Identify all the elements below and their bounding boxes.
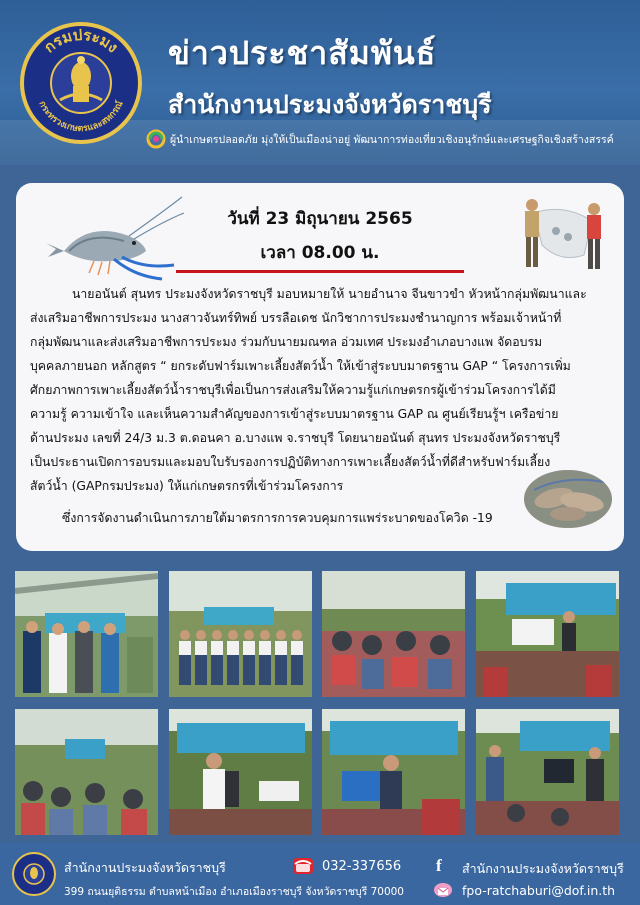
- footer-facebook-page[interactable]: สำนักงานประมงจังหวัดราชบุรี: [462, 861, 624, 876]
- article-line: ด้านประมง เลขที่ 24/3 ม.3 ต.ดอนคา อ.บางแพ จ.ราชบุรี โดยนายอนันต์ สุนทร ประมงจังหวัดราชบุรี: [30, 431, 561, 445]
- svg-text:กรมประมง: กรมประมง: [40, 26, 122, 57]
- photo-training-session: [476, 709, 619, 835]
- photo-speaker-banner: [476, 571, 619, 697]
- photo-speaker-screen: [322, 709, 465, 835]
- article-line: กลุ่มพัฒนาและส่งเสริมอาชีพการประมง ร่วมกับนายมณฑล อ่วมเทศ ประมงอำเภอบางแพ จัดอบรม: [30, 335, 543, 349]
- footer-email[interactable]: fpo-ratchaburi@dof.in.th: [462, 883, 616, 898]
- photo-seated-participants: [322, 571, 465, 697]
- photo-audience-tent: [15, 709, 158, 835]
- shrimp-catch-photo: [524, 470, 612, 528]
- province-emblem-icon: [146, 129, 166, 149]
- phone-icon: [293, 858, 313, 874]
- office-subtitle: สำนักงานประมงจังหวัดราชบุรี: [168, 90, 492, 119]
- photo-group-officials: [15, 571, 158, 697]
- article-line: ความรู้ ความเข้าใจ และเห็นความสำคัญของการเข้าสู่ระบบมาตรฐาน GAP ณ ศูนย์เรียนรู้ฯ เครือข่าย: [30, 407, 559, 421]
- title-divider: [176, 270, 464, 273]
- article-line: ศักยภาพการเพาะเลี้ยงสัตว์น้ำราชบุรีเพื่อเป็นการส่งเสริมให้ความรู้แก่เกษตรกรผู้เข้าร่วมโครงการได้มี: [30, 383, 556, 397]
- svg-text:กระทรวงเกษตรและสหกรณ์: กระทรวงเกษตรและสหกรณ์: [36, 99, 126, 135]
- page-title: ข่าวประชาสัมพันธ์: [168, 34, 437, 72]
- article-line: นายอนันต์ สุนทร ประมงจังหวัดราชบุรี มอบหมายให้ นายอำนาจ จีนขาวขำ หัวหน้ากลุ่มพัฒนาและ: [72, 287, 587, 301]
- footer-address: 399 ถนนยุติธรรม ตำบลหน้าเมือง อำเภอเมืองราชบุรี จังหวัดราชบุรี 70000: [64, 886, 404, 898]
- article-line: เป็นประธานเปิดการอบรมและมอบใบรับรองการปฏิบัติทางการเพาะเลี้ยงสัตว์น้ำที่ดีสำหรับฟาร์มเลี้ยง: [30, 455, 551, 469]
- facebook-icon: f: [436, 856, 442, 875]
- footer-fisheries-logo: [12, 852, 56, 896]
- footer-office-name: สำนักงานประมงจังหวัดราชบุรี: [64, 860, 226, 875]
- province-slogan: ผู้นำเกษตรปลอดภัย มุ่งให้เป็นเมืองน่าอยู่ พัฒนาการท่องเที่ยวเชิงอนุรักษ์และเศรษฐกิจเชิงสร้างสรรค์: [170, 134, 614, 146]
- photo-presenter-microphone: [169, 709, 312, 835]
- event-photo-gallery: [15, 571, 626, 835]
- news-card: [16, 183, 624, 551]
- article-body: [30, 282, 612, 498]
- article-line: ส่งเสริมอาชีพการประมง นางสาวจันทร์ทิพย์ บรรลือเดช นักวิชาการประมงชำนาญการ พร้อมเจ้าหน้าที่: [30, 311, 562, 325]
- footer-phone[interactable]: 032-337656: [322, 859, 402, 874]
- covid-measures-note: ซึ่งการจัดงานดำเนินการภายใต้มาตรการการควบคุมการแพร่ระบาดของโควิด -19: [62, 511, 493, 525]
- article-line: บุคคลภายนอก หลักสูตร “ ยกระดับฟาร์มเพาะเลี้ยงสัตว์น้ำ ให้เข้าสู่ระบบมาตรฐาน GAP “ โครงการเพิ่ม: [30, 359, 571, 373]
- event-time: เวลา 08.00 น.: [260, 243, 380, 263]
- event-date: วันที่ 23 มิถุนายน 2565: [227, 209, 413, 229]
- header-banner: [0, 0, 640, 165]
- photo-certificate-group: [169, 571, 312, 697]
- article-line: สัตว์น้ำ (GAPกรมประมง) ให้แก่เกษตรกรที่เข้าร่วมโครงการ: [30, 479, 344, 493]
- department-of-fisheries-logo: [20, 22, 142, 144]
- contact-footer: [0, 843, 640, 905]
- email-icon: [434, 883, 452, 897]
